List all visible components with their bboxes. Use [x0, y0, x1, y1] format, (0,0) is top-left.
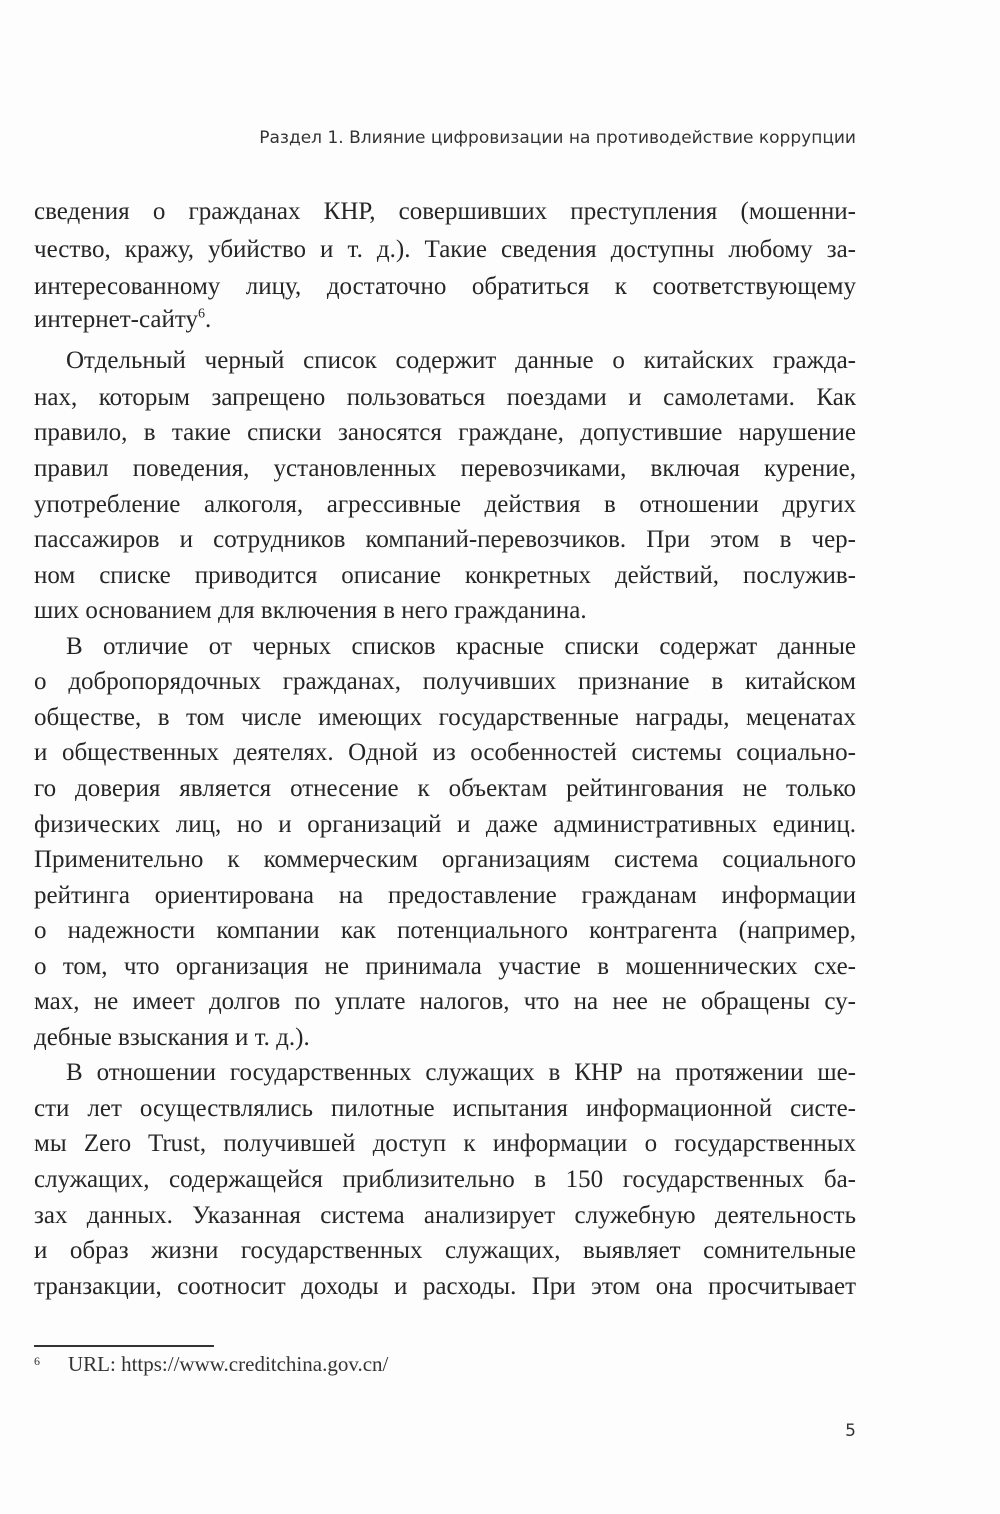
footnote — [34, 1352, 388, 1377]
body-line: сведения о гражданах КНР, совершивших преступления (мошенни- — [34, 198, 856, 225]
body-line — [34, 301, 856, 339]
body-line: и общественных деятелях. Одной из особенностей системы социально- — [34, 739, 856, 766]
body-line: употребление алкоголя, агрессивные действия в отношении других — [34, 491, 856, 518]
body-line: о том, что организация не принимала участие в мошеннических схе- — [34, 953, 856, 980]
body-line: Отдельный черный список содержит данные о китайских гражда- — [66, 347, 856, 374]
footnote-reference: 6 — [197, 306, 205, 322]
body-line: служащих, содержащейся приблизительно в 150 государственных ба- — [34, 1166, 856, 1193]
body-line-text: интернет-сайту — [34, 306, 198, 333]
body-line: транзакции, соотносит доходы и расходы. При этом она просчитывает — [34, 1273, 856, 1300]
page-number: 5 — [845, 1421, 856, 1441]
body-line: мах, не имеет долгов по уплате налогов, что на нее не обращены су- — [34, 988, 856, 1015]
body-line: интересованному лицу, достаточно обратиться к соответствующему — [34, 273, 856, 300]
body-line: го доверия является отнесение к объектам рейтингования не только — [34, 775, 856, 802]
body-line: правил поведения, установленных перевозчиками, включая курение, — [34, 455, 856, 482]
body-line: сти лет осуществлялись пилотные испытания информационной систе- — [34, 1095, 856, 1122]
footnote-text: URL: https://www.creditchina.gov.cn/ — [68, 1352, 389, 1376]
body-line: чество, кражу, убийство и т. д.). Такие сведения доступны любому за- — [34, 236, 856, 263]
body-line: мы Zero Trust, получившей доступ к информации о государственных — [34, 1130, 856, 1157]
footnote-rule — [34, 1345, 214, 1347]
body-line-tail: . — [204, 306, 212, 333]
body-line: ших основанием для включения в него гражданина. — [34, 597, 587, 624]
body-line: пассажиров и сотрудников компаний-перевозчиков. При этом в чер- — [34, 526, 856, 553]
body-line: обществе, в том числе имеющих государственные награды, меценатах — [34, 704, 856, 731]
body-line: В отличие от черных списков красные списки содержат данные — [66, 633, 856, 660]
body-line: и образ жизни государственных служащих, выявляет сомнительные — [34, 1237, 856, 1264]
body-line: дебные взыскания и т. д.). — [34, 1024, 310, 1051]
body-line: физических лиц, но и организаций и даже административных единиц. — [34, 811, 856, 838]
running-header: Раздел 1. Влияние цифровизации на противодействие коррупции — [259, 128, 856, 148]
footnote-number: 6 — [34, 1354, 40, 1368]
body-line: зах данных. Указанная система анализирует служебную деятельность — [34, 1202, 856, 1229]
body-line: Применительно к коммерческим организациям система социального — [34, 846, 856, 873]
body-line: правило, в такие списки заносятся граждане, допустившие нарушение — [34, 419, 856, 446]
body-line: нах, которым запрещено пользоваться поездами и самолетами. Как — [34, 384, 856, 411]
body-line: о добропорядочных гражданах, получивших признание в китайском — [34, 668, 856, 695]
body-line: В отношении государственных служащих в КНР на протяжении ше- — [66, 1059, 856, 1086]
body-line: о надежности компании как потенциального контрагента (например, — [34, 917, 856, 944]
body-line: ном списке приводится описание конкретных действий, послужив- — [34, 562, 856, 589]
body-line: рейтинга ориентирована на предоставление гражданам информации — [34, 882, 856, 909]
